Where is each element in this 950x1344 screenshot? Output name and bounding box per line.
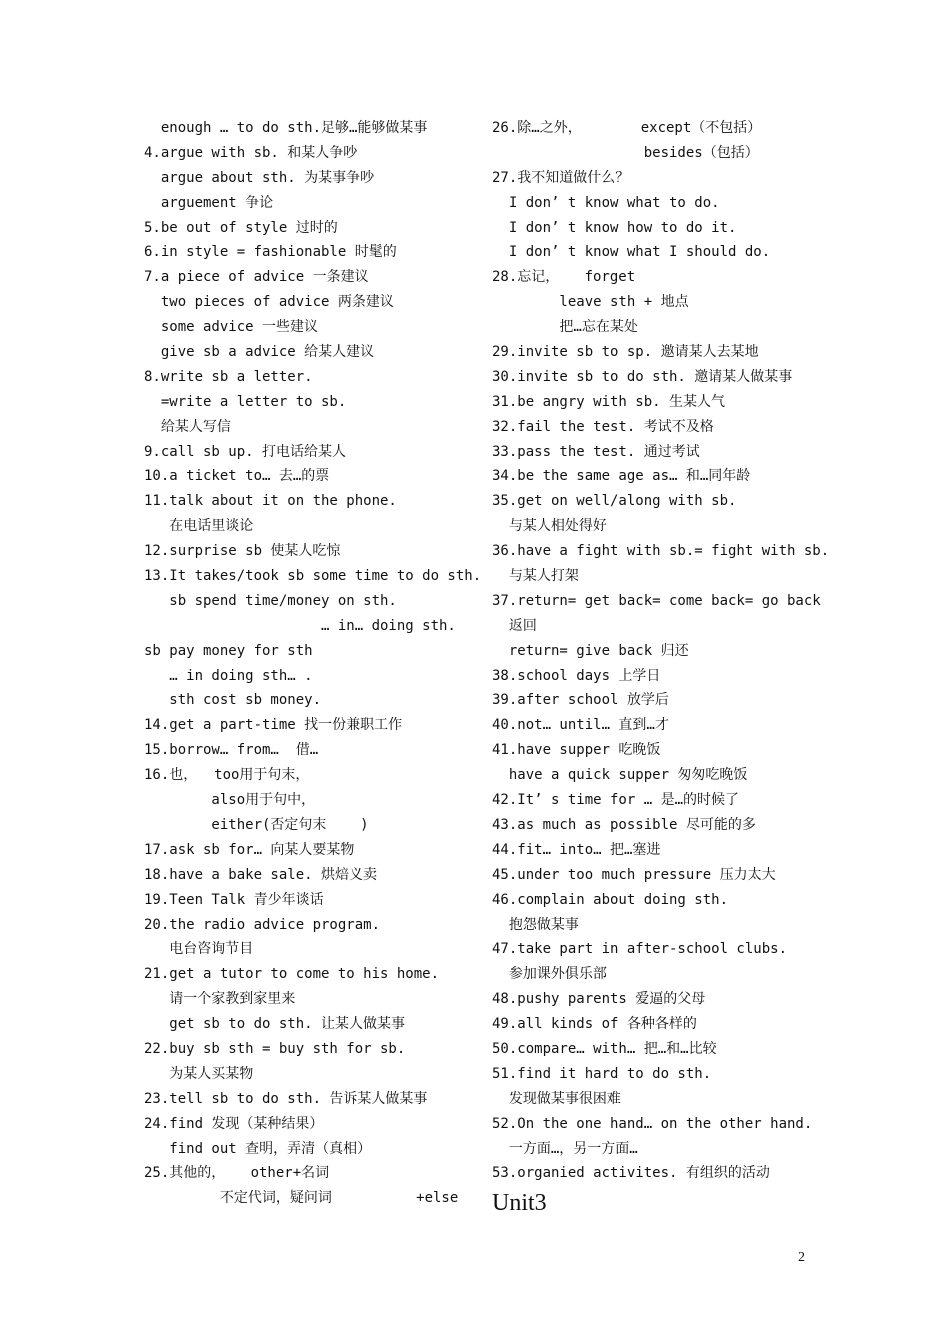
vocab-line: 8.write sb a letter. [144, 368, 313, 385]
vocab-line: I don’ t know what I should do. [492, 244, 771, 261]
vocab-line: 不定代词，疑问词 +else [144, 1190, 459, 1207]
vocab-line: either(否定句末 ) [144, 816, 369, 833]
vocab-line: … in… doing sth. [144, 617, 456, 634]
vocab-line: 电台咨询节目 [144, 941, 254, 958]
vocab-line: argue about sth. 为某事争吵 [144, 169, 375, 186]
vocab-line: find out 查明，弄清（真相） [144, 1140, 372, 1157]
vocab-line: 42.It’ s time for … 是…的时候了 [492, 792, 740, 809]
vocab-line: 19.Teen Talk 青少年谈话 [144, 891, 324, 908]
vocab-line: 40.not… until… 直到…才 [492, 717, 669, 734]
vocab-line: … in doing sth… . [144, 667, 313, 684]
vocab-line: sb spend time/money on sth. [144, 592, 397, 609]
vocab-line: 7.a piece of advice 一条建议 [144, 269, 369, 286]
vocab-line: 30.invite sb to do sth. 邀请某人做某事 [492, 368, 793, 385]
vocab-line: 35.get on well/along with sb. [492, 493, 737, 510]
right-column [492, 116, 830, 1218]
vocab-line: 16.也， too用于句末， [144, 767, 310, 784]
vocab-line: 在电话里谈论 [144, 518, 254, 535]
vocab-line: 发现做某事很困难 [492, 1090, 621, 1107]
vocab-line: =write a letter to sb. [144, 393, 347, 410]
vocab-line: I don’ t know how to do it. [492, 219, 737, 236]
vocab-line: 33.pass the test. 通过考试 [492, 443, 700, 460]
vocab-line: 36.have a fight with sb.= fight with sb. [492, 543, 830, 560]
vocab-line: 21.get a tutor to come to his home. [144, 966, 440, 983]
vocab-line: 参加课外俱乐部 [492, 966, 607, 983]
vocab-line: 49.all kinds of 各种各样的 [492, 1016, 697, 1033]
vocab-line: have a quick supper 匆匆吃晚饭 [492, 767, 748, 784]
vocab-line: 18.have a bake sale. 烘焙义卖 [144, 866, 378, 883]
vocab-line: 31.be angry with sb. 生某人气 [492, 393, 726, 410]
vocab-line: 39.after school 放学后 [492, 692, 669, 709]
vocab-line: sb pay money for sth [144, 642, 313, 659]
vocab-line: 43.as much as possible 尽可能的多 [492, 816, 756, 833]
vocab-line: give sb a advice 给某人建议 [144, 344, 375, 361]
vocab-line: also用于句中， [144, 792, 316, 809]
vocab-line: 29.invite sb to sp. 邀请某人去某地 [492, 344, 759, 361]
vocab-line: 与某人打架 [492, 568, 579, 585]
vocab-line: 37.return= get back= come back= go back [492, 592, 821, 609]
vocab-line: 为某人买某物 [144, 1065, 254, 1082]
vocab-line: 20.the radio advice program. [144, 916, 381, 933]
vocab-line: leave sth + 地点 [492, 294, 689, 311]
vocab-line: 38.school days 上学日 [492, 667, 661, 684]
vocab-line: 把…忘在某处 [492, 319, 638, 336]
vocab-line: 返回 [492, 617, 537, 634]
vocab-line: 4.argue with sb. 和某人争吵 [144, 144, 358, 161]
vocab-line: 请一个家教到家里来 [144, 991, 296, 1008]
vocab-line: 13.It takes/took sb some time to do sth. [144, 568, 482, 585]
vocab-line: besides（包括） [492, 144, 759, 161]
vocab-line: some advice 一些建议 [144, 319, 319, 336]
vocab-line: 27.我不知道做什么？ [492, 169, 630, 186]
right-column-lines [492, 116, 830, 1186]
vocab-line: 48.pushy parents 爱逼的父母 [492, 991, 706, 1008]
vocab-line: 24.find 发现（某种结果） [144, 1115, 324, 1132]
vocab-line: 22.buy sb sth = buy sth for sb. [144, 1040, 406, 1057]
vocab-line: 与某人相处得好 [492, 518, 607, 535]
vocab-line: 26.除…之外， except（不包括） [492, 120, 762, 136]
vocab-line: 23.tell sb to do sth. 告诉某人做某事 [144, 1090, 428, 1107]
page-number: 2 [798, 1250, 805, 1265]
vocab-line: 5.be out of style 过时的 [144, 219, 338, 236]
vocab-line: 一方面…，另一方面… [492, 1140, 638, 1157]
vocab-line: 51.find it hard to do sth. [492, 1065, 712, 1082]
vocab-line: 9.call sb up. 打电话给某人 [144, 443, 347, 460]
vocab-line: 50.compare… with… 把…和…比较 [492, 1040, 717, 1057]
vocab-line: return= give back 归还 [492, 642, 689, 659]
vocab-line: 44.fit… into… 把…塞进 [492, 841, 661, 858]
vocab-line: 32.fail the test. 考试不及格 [492, 418, 714, 435]
vocab-line: 47.take part in after-school clubs. [492, 941, 788, 958]
vocab-line: 给某人写信 [144, 418, 231, 435]
vocab-line: 46.complain about doing sth. [492, 891, 729, 908]
vocab-line: 53.organied activites. 有组织的活动 [492, 1165, 770, 1182]
vocab-line: 41.have supper 吃晚饭 [492, 742, 661, 759]
vocab-line: two pieces of advice 两条建议 [144, 294, 394, 311]
vocab-line: 34.be the same age as… 和…同年龄 [492, 468, 751, 485]
vocab-line: sth cost sb money. [144, 692, 322, 709]
vocab-line: 11.talk about it on the phone. [144, 493, 397, 510]
vocab-line: get sb to do sth. 让某人做某事 [144, 1016, 406, 1033]
vocab-line: 14.get a part-time 找一份兼职工作 [144, 717, 403, 734]
vocab-line: enough … to do sth.足够…能够做某事 [144, 120, 428, 136]
vocab-line: arguement 争论 [144, 194, 274, 211]
vocab-line: 10.a ticket to… 去…的票 [144, 468, 330, 485]
vocab-line: 25.其他的， other+名词 [144, 1165, 330, 1182]
left-column [144, 116, 482, 1211]
vocab-line: 15.borrow… from… 借… [144, 742, 319, 759]
vocab-line: I don’ t know what to do. [492, 194, 720, 211]
vocab-line: 17.ask sb for… 向某人要某物 [144, 841, 355, 858]
vocab-line: 抱怨做某事 [492, 916, 579, 933]
vocab-line: 28.忘记， forget [492, 269, 636, 286]
vocab-line: 45.under too much pressure 压力太大 [492, 866, 776, 883]
vocab-line: 52.On the one hand… on the other hand. [492, 1115, 813, 1132]
vocab-line: 6.in style = fashionable 时髦的 [144, 244, 397, 261]
vocab-line: 12.surprise sb 使某人吃惊 [144, 543, 341, 560]
unit-heading: Unit3 [492, 1190, 547, 1217]
